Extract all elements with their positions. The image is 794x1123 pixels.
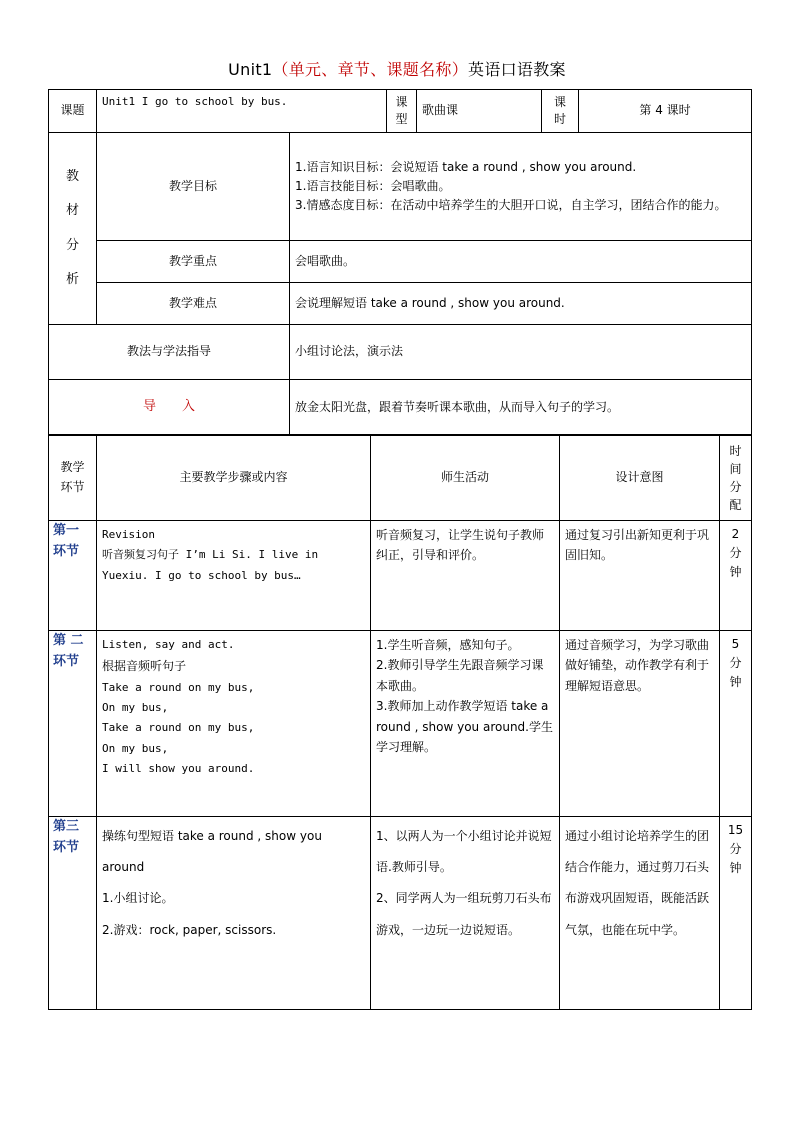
document-title (0, 57, 794, 80)
col-steps-header: 主要教学步骤或内容 (97, 435, 371, 521)
stage-name: 第一 环节 (49, 521, 97, 631)
difficult-value: 会说理解短语 take a round , show you around. (290, 283, 752, 325)
lesson-info-table (48, 89, 752, 436)
stage-time: 2 分 钟 (720, 521, 752, 631)
stage-steps: Revision 听音频复习句子 I’m Li Si. I live in Yuexiu. I go to school by bus… (97, 521, 371, 631)
stage-steps: Listen, say and act. 根据音频听句子 Take a round on my bus, On my bus, Take a round on my bus, On my bus, I will show you around. (97, 631, 371, 817)
method-value: 小组讨论法，演示法 (290, 325, 752, 380)
title-suffix: 英语口语教案 (468, 60, 566, 79)
stage-time: 5 分 钟 (720, 631, 752, 817)
stage-activity: 1、以两人为一个小组讨论并说短语.教师引导。 2、同学两人为一组玩剪刀石头布游戏，一边玩一边说短语。 (371, 817, 560, 1010)
col-activity-header: 师生活动 (371, 435, 560, 521)
intro-label: 导 入 (49, 380, 290, 436)
method-label: 教法与学法指导 (49, 325, 290, 380)
goal-item: 1.语言技能目标：会唱歌曲。 (295, 178, 451, 193)
intro-value: 放金太阳光盘，跟着节奏听课本歌曲，从而导入句子的学习。 (290, 380, 752, 436)
topic-label: 课题 (49, 90, 97, 133)
table-row (49, 817, 752, 1010)
goal-item: 1.语言知识目标：会说短语 take a round , show you around. (295, 159, 637, 174)
col-intent-header: 设计意图 (560, 435, 720, 521)
goals-label: 教学目标 (97, 133, 290, 241)
goals-list (290, 133, 752, 241)
type-value: 歌曲课 (417, 90, 542, 133)
stage-name: 第 二 环节 (49, 631, 97, 817)
period-value: 第 4 课时 (579, 90, 752, 133)
type-label: 课 型 (387, 90, 417, 133)
difficult-label: 教学难点 (97, 283, 290, 325)
key-label: 教学重点 (97, 241, 290, 283)
stage-time: 15 分 钟 (720, 817, 752, 1010)
table-row (49, 521, 752, 631)
title-red-part: （单元、章节、课题名称） (272, 60, 469, 79)
col-stage-header: 教学 环节 (49, 435, 97, 521)
goal-item: 3.情感态度目标：在活动中培养学生的大胆开口说，自主学习，团结合作的能力。 (295, 198, 727, 213)
title-prefix: Unit1 (228, 60, 273, 79)
table-row (49, 631, 752, 817)
col-time-header: 时 间 分 配 (720, 435, 752, 521)
stage-steps: 操练句型短语 take a round , show you around 1.小组讨论。 2.游戏：rock, paper, scissors. (97, 817, 371, 1010)
topic-value: Unit1 I go to school by bus. (97, 90, 387, 133)
teaching-steps-table (48, 434, 752, 1010)
stage-intent: 通过音频学习，为学习歌曲做好铺垫，动作教学有利于理解短语意思。 (560, 631, 720, 817)
stage-intent: 通过小组讨论培养学生的团结合作能力，通过剪刀石头布游戏巩固短语，既能活跃气氛，也能在玩中学。 (560, 817, 720, 1010)
stage-intent: 通过复习引出新知更利于巩固旧知。 (560, 521, 720, 631)
key-value: 会唱歌曲。 (290, 241, 752, 283)
stage-activity: 听音频复习，让学生说句子教师纠正，引导和评价。 (371, 521, 560, 631)
stage-activity: 1.学生听音频，感知句子。 2.教师引导学生先跟音频学习课本歌曲。 3.教师加上动作教学短语 take a round , show you around.学生学习理解。 (371, 631, 560, 817)
stage-name: 第三 环节 (49, 817, 97, 1010)
period-label: 课 时 (542, 90, 579, 133)
analysis-side-label: 教 材 分 析 (49, 133, 97, 325)
